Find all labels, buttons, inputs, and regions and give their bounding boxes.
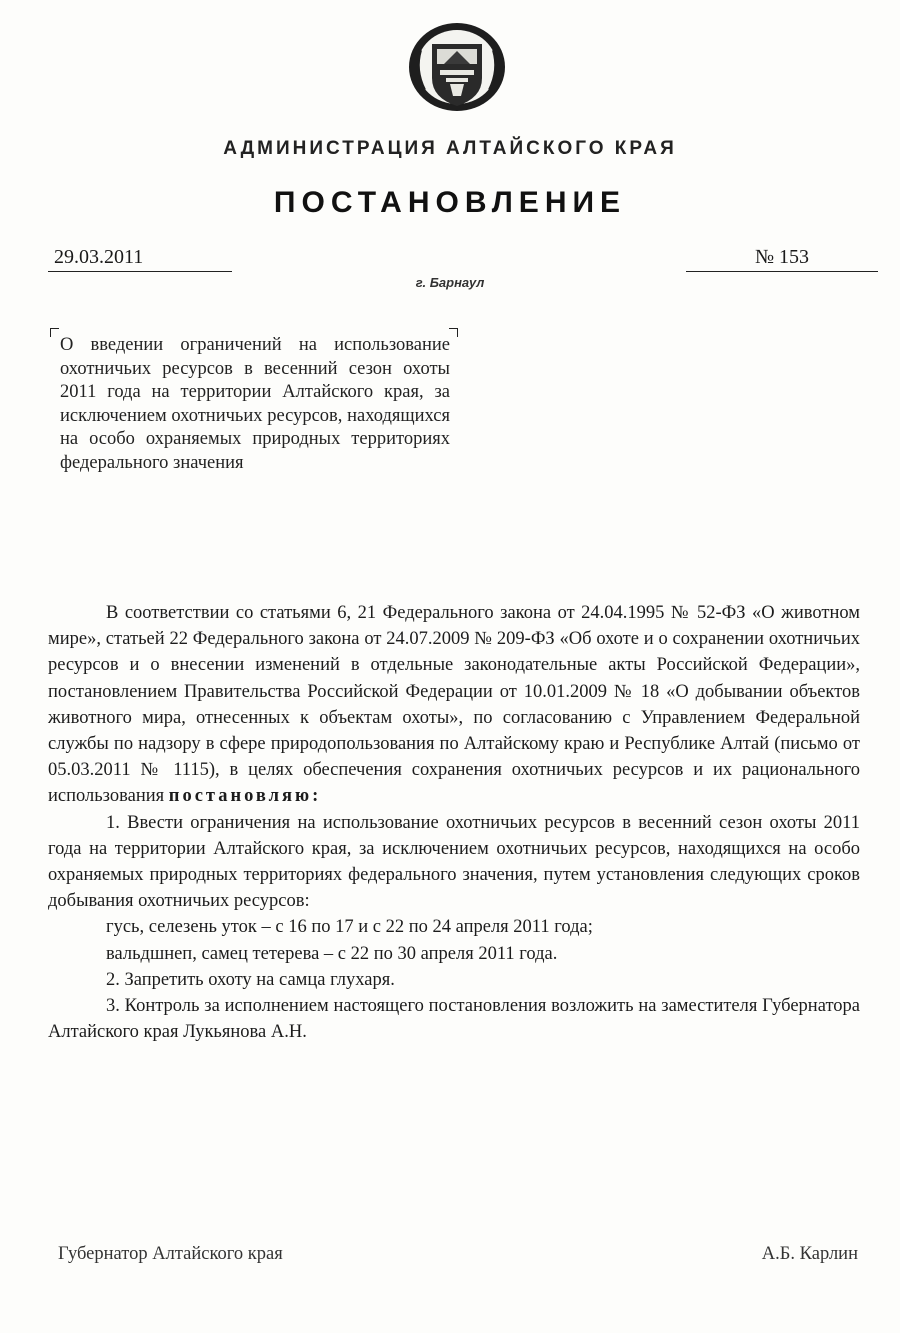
subject-block — [48, 328, 460, 475]
signatory-title: Губернатор Алтайского края — [58, 1244, 283, 1264]
item-1-line-2: вальдшнеп, самец тетерева – с 22 по 30 апреля 2011 года. — [106, 943, 558, 964]
item-1: 1. Ввести ограничения на использование охотничьих ресурсов в весенний сезон охоты 2011 года на территории Алтайского края, за исключением охотничьих ресурсов, находящихся на особо охраняемых природных территориях федерального значения, путем установления следующих сроков добывания охотничьих ресурсов: — [48, 812, 860, 912]
preamble-text: В соответствии со статьями 6, 21 Федерального закона от 24.04.1995 № 52-ФЗ «О животном мире», статьей 22 Федерального закона от 24.07.2009 № 209-ФЗ «Об охоте и о сохранении охотничьих ресурсов и о внесении изменений в отдельные законодательные акты Российской Федерации», постановлением Правительства Российской Федерации от 10.01.2009 № 18 «О добывании объектов животного мира, отнесенных к объектам охоты», по согласованию с Управлением Федеральной службы по надзору в сфере природопользования по Алтайскому краю и Республике Алтай (письмо от 05.03.2011 № 1115), в целях обеспечения сохранения охотничьих ресурсов и их рационального использования — [48, 603, 860, 807]
signatory-name: А.Б. Карлин — [761, 1244, 858, 1264]
document-city: г. Барнаул — [415, 275, 485, 290]
organization-name: АДМИНИСТРАЦИЯ АЛТАЙСКОГО КРАЯ — [223, 138, 677, 159]
item-3: 3. Контроль за исполнением настоящего постановления возложить на заместителя Губернатора Алтайского края Лукьянова А.Н. — [48, 996, 860, 1043]
corner-mark-right — [449, 328, 458, 337]
document-number: № 153 — [686, 246, 878, 272]
coat-of-arms-icon — [406, 20, 508, 114]
document-subject: О введении ограничений на использование охотничьих ресурсов в весенний сезон охоты 2011 года на территории Алтайского края, за исключением охотничьих ресурсов, находящихся на особо охраняемых природных территориях федерального значения — [60, 335, 450, 473]
preamble-paragraph — [48, 600, 860, 810]
item-2: 2. Запретить охоту на самца глухаря. — [106, 969, 395, 990]
document-body — [48, 600, 860, 1045]
resolves-word: постановляю: — [168, 786, 322, 807]
corner-mark-left — [50, 328, 59, 337]
document-date: 29.03.2011 — [48, 246, 232, 272]
item-1-line-1: гусь, селезень уток – с 16 по 17 и с 22 по 24 апреля 2011 года; — [106, 917, 593, 938]
document-type: ПОСТАНОВЛЕНИЕ — [273, 186, 627, 219]
